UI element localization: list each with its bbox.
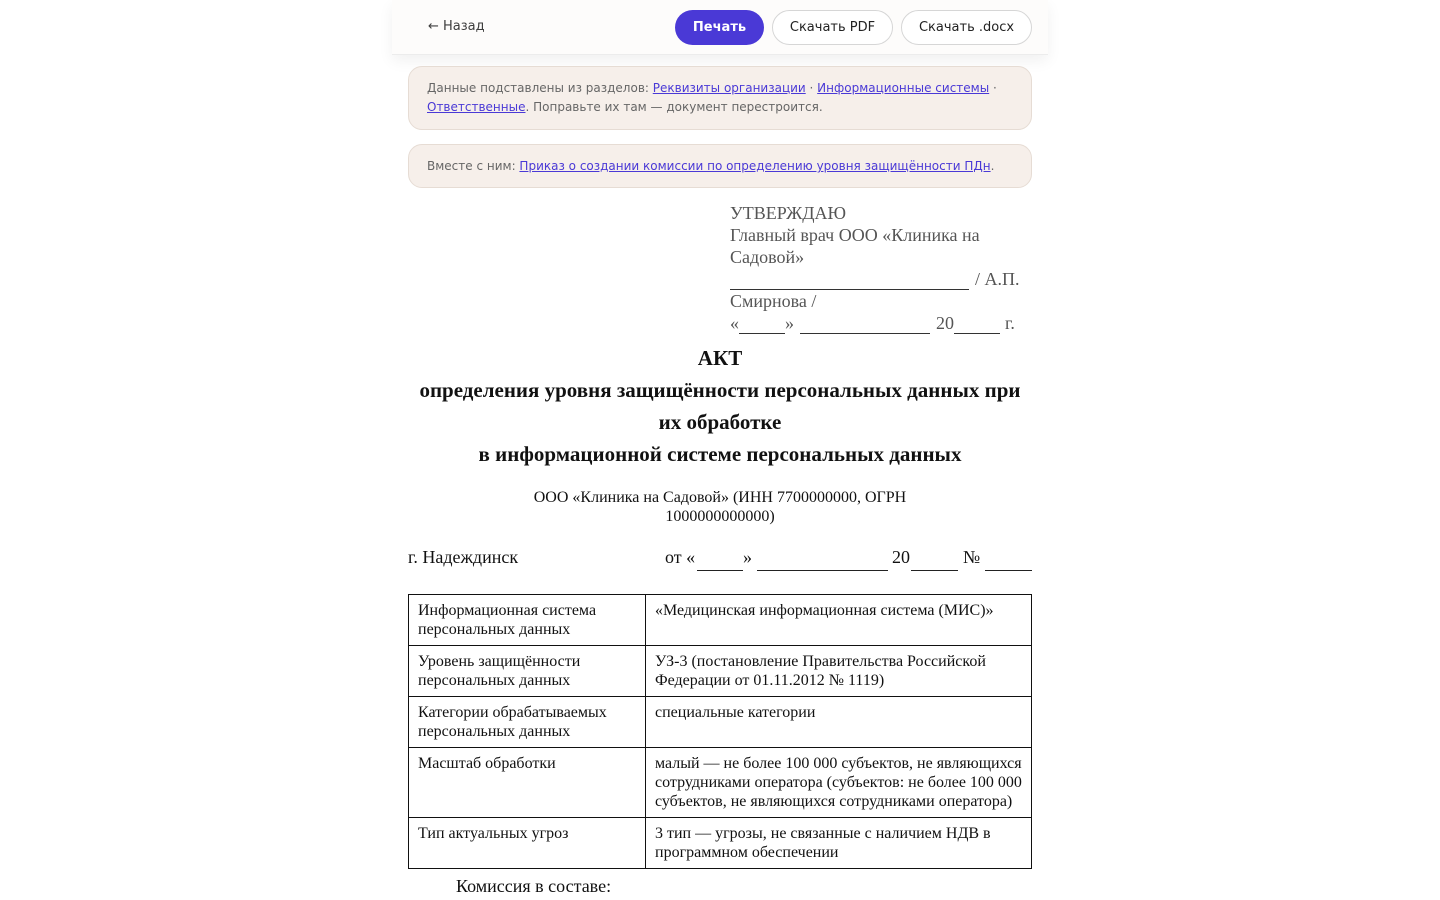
title-line3: их обработке <box>658 410 782 434</box>
table-row <box>409 818 1032 869</box>
approval-block <box>730 202 1030 334</box>
signature-line <box>730 272 969 290</box>
commission-heading: Комиссия в составе: <box>456 876 612 896</box>
param-value: УЗ-3 (постановление Правительства Российской Федерации от 01.11.2012 № 1119) <box>646 646 1032 697</box>
document-toolbar <box>392 0 1048 55</box>
number-line <box>985 570 1032 571</box>
back-link[interactable]: ← Назад <box>428 19 485 34</box>
download-pdf-button[interactable]: Скачать PDF <box>772 10 893 45</box>
link-responsible[interactable]: Ответственные <box>427 100 526 114</box>
param-key: Категории обрабатываемых персональных данных <box>409 697 646 748</box>
related-prefix: Вместе с ним: <box>427 159 520 173</box>
approval-date-row <box>730 312 1030 334</box>
approver-name: Смирнова / <box>730 291 817 311</box>
day-line <box>739 316 785 334</box>
related-suffix: . <box>990 159 995 173</box>
print-button[interactable]: Печать <box>675 10 764 45</box>
param-key: Информационная система персональных данных <box>409 595 646 646</box>
date-from-prefix: от « <box>665 547 696 567</box>
approver-position-line2: Садовой» <box>730 247 805 267</box>
signature-row <box>730 268 1030 290</box>
param-key: Тип актуальных угроз <box>409 818 646 869</box>
day-line <box>697 570 743 571</box>
table-row <box>409 697 1032 748</box>
date-close-quote: » <box>785 313 794 333</box>
link-commission-order[interactable]: Приказ о создании комиссии по определению уровня защищённости ПДн <box>519 159 991 173</box>
download-docx-button[interactable]: Скачать .docx <box>901 10 1032 45</box>
month-line <box>800 316 930 334</box>
year-suffix: г. <box>1005 313 1015 333</box>
org-line2: 1000000000000) <box>665 508 775 525</box>
notice-separator: · <box>989 81 997 95</box>
notice-suffix: . Поправьте их там — документ перестроится. <box>525 100 823 114</box>
parameters-table <box>408 594 1032 869</box>
place-date-row <box>408 544 1032 572</box>
link-organization-requisites[interactable]: Реквизиты организации <box>652 81 806 95</box>
notice-separator: · <box>805 81 818 95</box>
city: г. Надеждинск <box>408 547 519 567</box>
param-key: Масштаб обработки <box>409 748 646 818</box>
param-key: Уровень защищённости персональных данных <box>409 646 646 697</box>
document-title <box>408 342 1032 470</box>
table-row <box>409 646 1032 697</box>
title-line4: в информационной системе персональных данных <box>478 442 962 466</box>
year-line <box>911 570 958 571</box>
date-close-quote: » <box>743 547 752 567</box>
link-information-systems[interactable]: Информационные системы <box>817 81 990 95</box>
month-line <box>757 570 888 571</box>
org-line1: ООО «Клиника на Садовой» (ИНН 7700000000, ОГРН <box>533 489 907 506</box>
param-value: 3 тип — угрозы, не связанные с наличием НДВ в программном обеспечении <box>646 818 1032 869</box>
approver-position-line1: Главный врач ООО «Клиника на <box>730 225 980 245</box>
organization-info <box>508 488 932 526</box>
data-sources-notice <box>408 66 1032 130</box>
title-line2: определения уровня защищённости персональных данных при <box>419 378 1021 402</box>
title-line1: АКТ <box>697 346 743 370</box>
year-line <box>954 316 1000 334</box>
table-row <box>409 748 1032 818</box>
date-open-quote: « <box>730 313 739 333</box>
related-document-notice <box>408 144 1032 188</box>
approval-heading: УТВЕРЖДАЮ <box>730 203 847 223</box>
param-value: малый — не более 100 000 субъектов, не являющихся сотрудниками оператора (субъектов: не более 100 000 субъектов, не являющихся сотрудниками оператора) <box>646 748 1032 818</box>
year-prefix: 20 <box>936 313 954 333</box>
table-row <box>409 595 1032 646</box>
number-sign: № <box>963 547 981 567</box>
year-prefix: 20 <box>892 547 910 567</box>
param-value: специальные категории <box>646 697 1032 748</box>
param-value: «Медицинская информационная система (МИС)» <box>646 595 1032 646</box>
notice-prefix: Данные подставлены из разделов: <box>427 81 653 95</box>
signature-initials: / А.П. <box>975 269 1020 289</box>
